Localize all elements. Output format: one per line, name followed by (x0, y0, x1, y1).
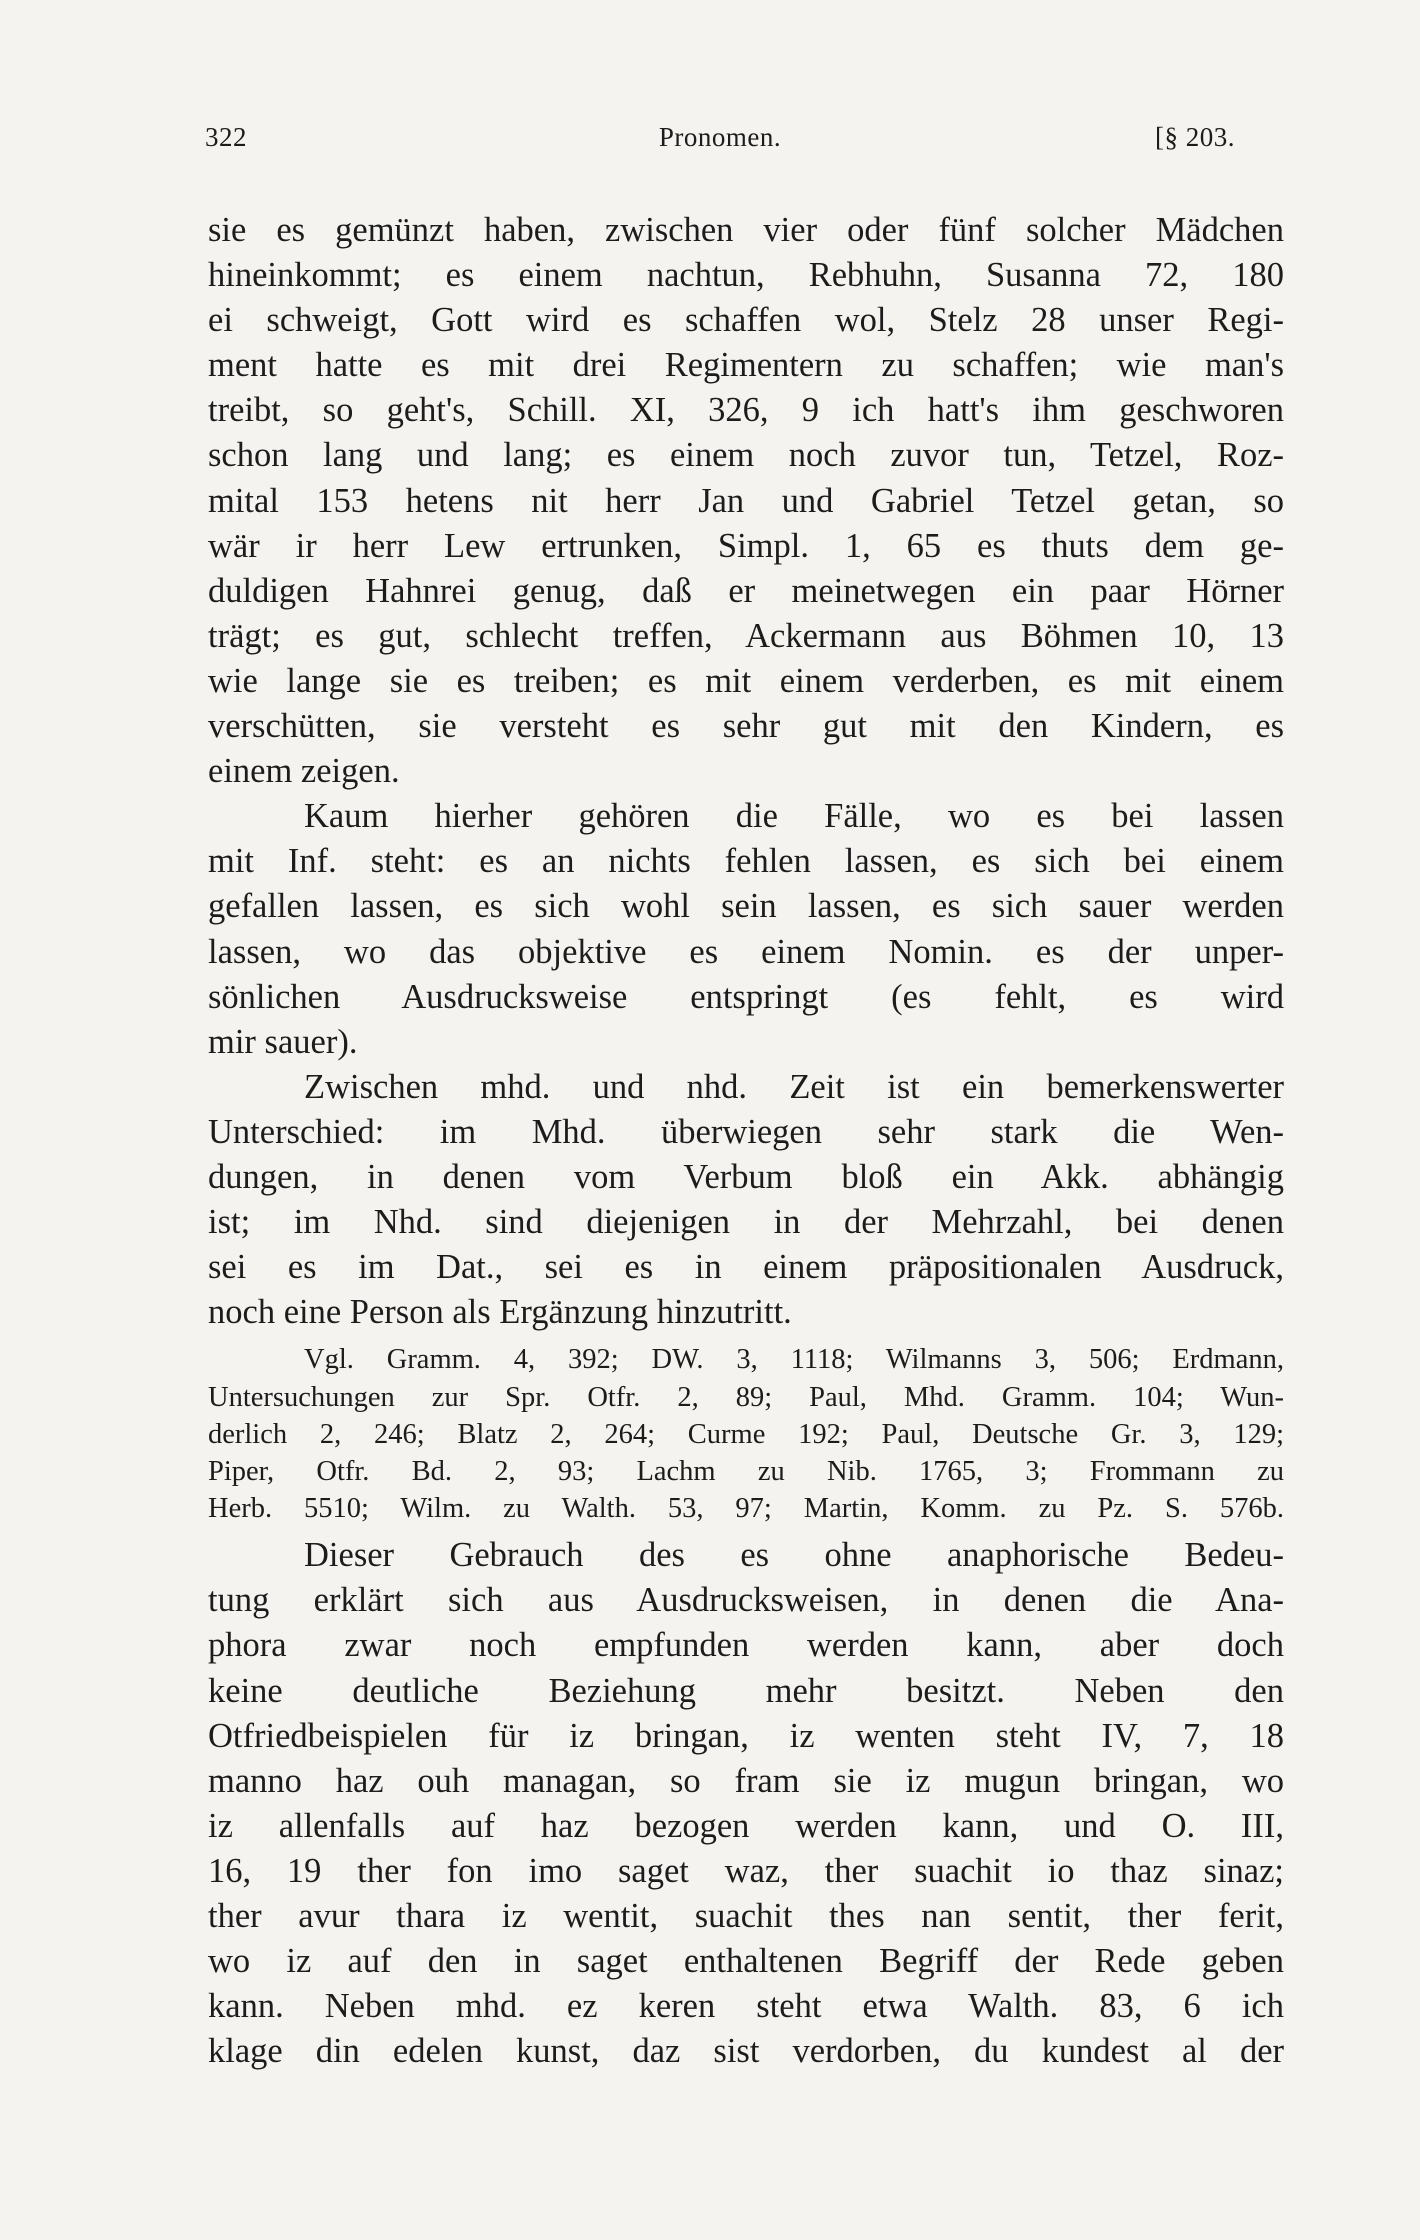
text-line: sönlichen Ausdrucksweise entspringt (es fehlt, es wird (208, 977, 1284, 1016)
text-line: kann. Neben mhd. ez keren steht etwa Walth. 83, 6 ich (208, 1987, 1284, 2026)
text-line: Unterschied: im Mhd. überwiegen sehr stark die Wen- (208, 1112, 1284, 1151)
text-line: noch eine Person als Ergänzung hinzutritt. (208, 1293, 792, 1332)
text-line: schon lang und lang; es einem noch zuvor tun, Tetzel, Roz- (208, 436, 1284, 475)
text-line: ther avur thara iz wentit, suachit thes nan sentit, ther ferit, (208, 1897, 1284, 1936)
text-line: ei schweigt, Gott wird es schaffen wol, Stelz 28 unser Regi- (208, 301, 1284, 340)
text-line: dungen, in denen vom Verbum bloß ein Akk. abhängig (208, 1157, 1284, 1196)
reference-line: Vgl. Gramm. 4, 392; DW. 3, 1118; Wilmanns 3, 506; Erdmann, (304, 1344, 1284, 1376)
paragraph-examples (208, 208, 1284, 794)
text-line: Otfriedbeispielen für iz bringan, iz wenten steht IV, 7, 18 (208, 1716, 1284, 1755)
paragraph-anaphora (208, 1533, 1284, 2074)
paragraph-lassen (208, 794, 1284, 1065)
text-line: Dieser Gebrauch des es ohne anaphorische Bedeu- (304, 1536, 1284, 1575)
text-line: einem zeigen. (208, 752, 400, 791)
text-line: duldigen Hahnrei genug, daß er meinetwegen ein paar Hörner (208, 571, 1284, 610)
text-line: sie es gemünzt haben, zwischen vier oder fünf solcher Mädchen (208, 211, 1284, 249)
text-line: treibt, so geht's, Schill. XI, 326, 9 ich hatt's ihm geschworen (208, 391, 1284, 430)
text-line: keine deutliche Beziehung mehr besitzt. Neben den (208, 1671, 1284, 1710)
text-line: mital 153 hetens nit herr Jan und Gabriel Tetzel getan, so (208, 481, 1284, 520)
paragraph-mhd-nhd (208, 1065, 1284, 1336)
text-line: Zwischen mhd. und nhd. Zeit ist ein bemerkenswerter (304, 1067, 1284, 1106)
text-line: gefallen lassen, es sich wohl sein lassen, es sich sauer werden (208, 887, 1284, 926)
text-line: manno haz ouh managan, so fram sie iz mugun bringan, wo (208, 1761, 1284, 1800)
text-line: wo iz auf den in saget enthaltenen Begriff der Rede geben (208, 1942, 1284, 1981)
text-line: phora zwar noch empfunden werden kann, aber doch (208, 1626, 1284, 1665)
page-number: 322 (205, 122, 247, 152)
text-line: wie lange sie es treiben; es mit einem verderben, es mit einem (208, 661, 1284, 700)
reference-line: Piper, Otfr. Bd. 2, 93; Lachm zu Nib. 1765, 3; Frommann zu (208, 1455, 1284, 1487)
text-line: ment hatte es mit drei Regimentern zu schaffen; wie man's (208, 346, 1284, 385)
reference-line: Untersuchungen zur Spr. Otfr. 2, 89; Paul, Mhd. Gramm. 104; Wun- (208, 1381, 1284, 1413)
reference-line: Herb. 5510; Wilm. zu Walth. 53, 97; Martin, Komm. zu Pz. S. 576b. (208, 1493, 1284, 1525)
text-line: wär ir herr Lew ertrunken, Simpl. 1, 65 es thuts dem ge- (208, 526, 1284, 565)
text-line: klage din edelen kunst, daz sist verdorben, du kundest al der (208, 2032, 1284, 2071)
text-line: ist; im Nhd. sind diejenigen in der Mehrzahl, bei denen (208, 1203, 1284, 1242)
text-line: tung erklärt sich aus Ausdrucksweisen, in denen die Ana- (208, 1581, 1284, 1620)
running-title: Pronomen. (658, 122, 782, 152)
text-line: 16, 19 ther fon imo saget waz, ther suachit io thaz sinaz; (208, 1851, 1284, 1890)
text-line: mir sauer). (208, 1022, 358, 1061)
text-line: verschütten, sie versteht es sehr gut mit den Kindern, es (208, 707, 1284, 746)
text-line: sei es im Dat., sei es in einem präpositionalen Ausdruck, (208, 1248, 1284, 1287)
text-line: lassen, wo das objektive es einem Nomin. es der unper- (208, 932, 1284, 971)
text-line: hineinkommt; es einem nachtun, Rebhuhn, Susanna 72, 180 (208, 256, 1284, 295)
text-line: trägt; es gut, schlecht treffen, Ackermann aus Böhmen 10, 13 (208, 616, 1284, 655)
running-header (205, 122, 1235, 162)
section-marker: [§ 203. (1155, 122, 1235, 152)
reference-line: derlich 2, 246; Blatz 2, 264; Curme 192; Paul, Deutsche Gr. 3, 129; (208, 1418, 1284, 1450)
literature-references (208, 1341, 1284, 1527)
text-line: iz allenfalls auf haz bezogen werden kann, und O. III, (208, 1806, 1284, 1845)
text-line: mit Inf. steht: es an nichts fehlen lassen, es sich bei einem (208, 842, 1284, 881)
text-line: Kaum hierher gehören die Fälle, wo es bei lassen (304, 797, 1284, 836)
page-body (208, 208, 1284, 2074)
